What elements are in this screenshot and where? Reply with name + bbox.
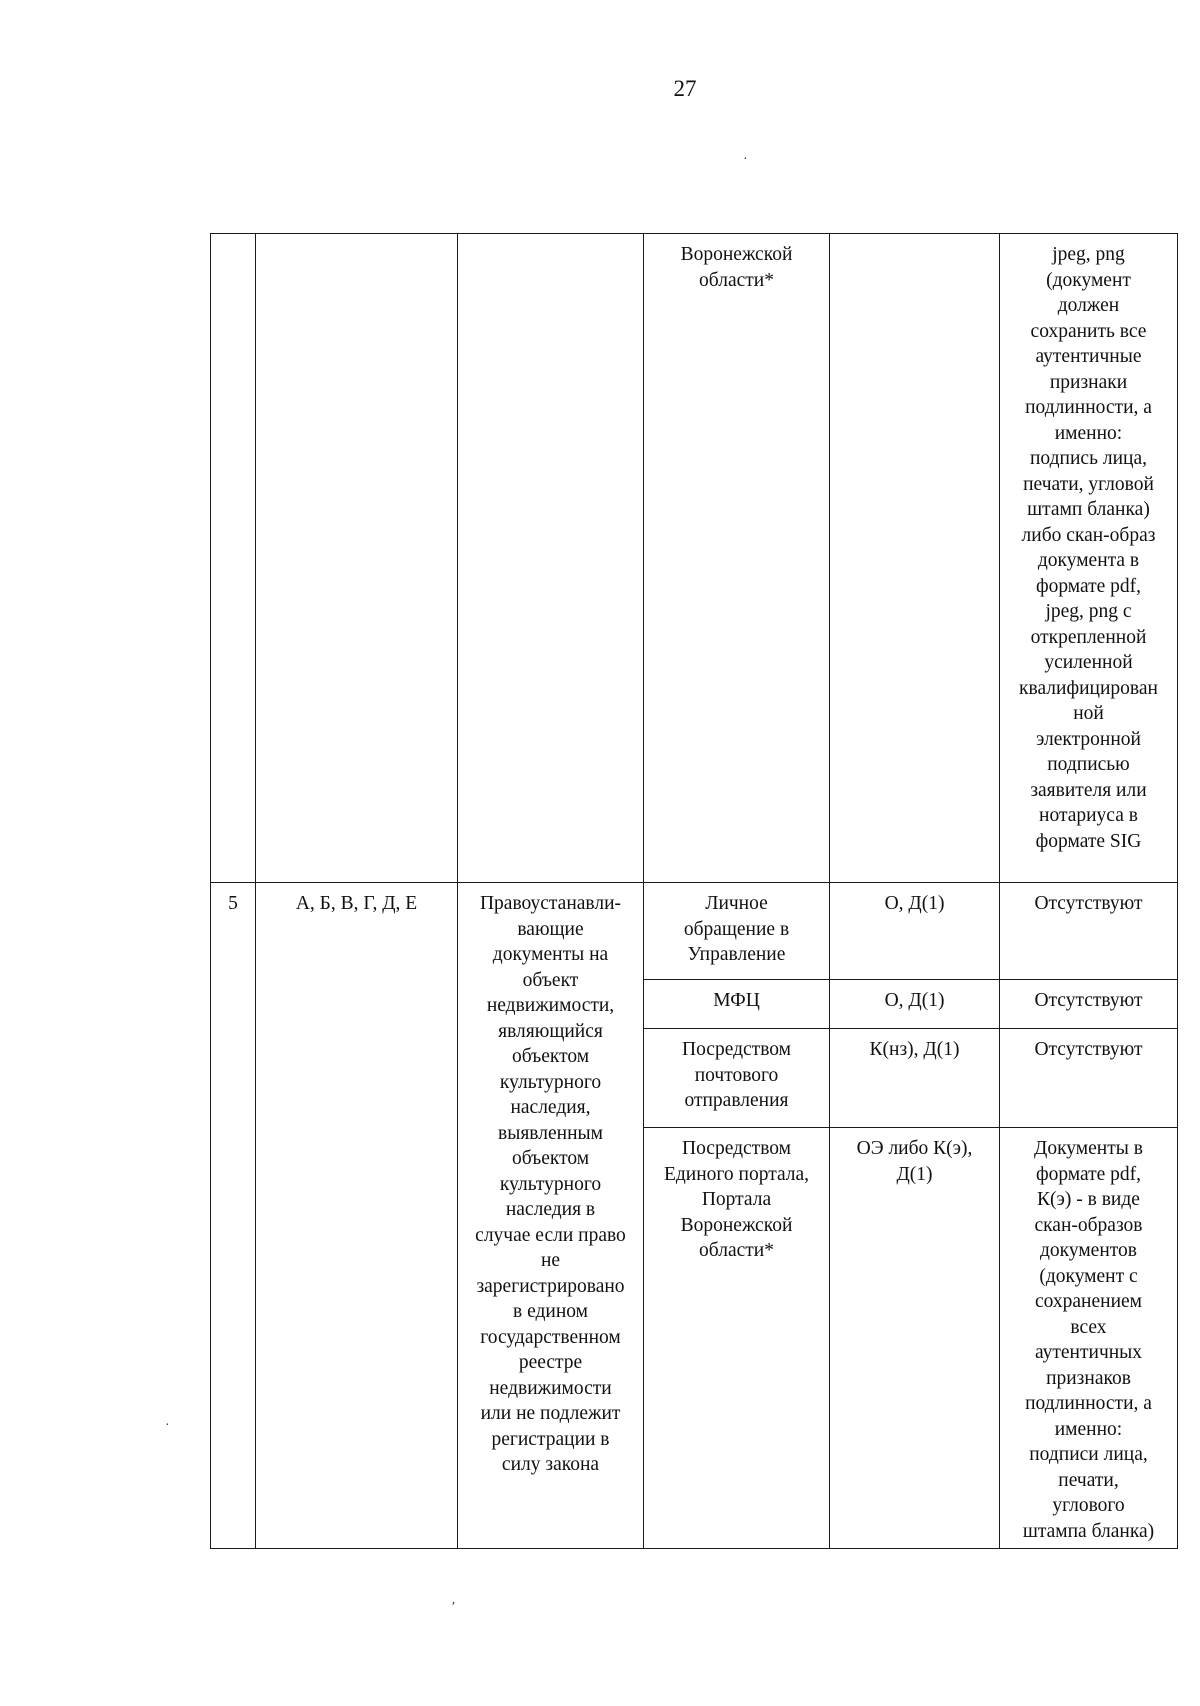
cell-submission-method: МФЦ <box>644 980 830 1029</box>
cell-requirements: Отсутствуют <box>1000 883 1178 980</box>
table-row-continuation <box>211 234 1178 883</box>
cell-submission-method: Посредством почтового отправления <box>644 1029 830 1128</box>
cell-categories: А, Б, В, Г, Д, Е <box>256 883 458 1549</box>
scan-speck: · <box>743 152 748 167</box>
cell-form <box>830 234 1000 883</box>
cell-requirements: Отсутствуют <box>1000 980 1178 1029</box>
cell-submission-method: Воронежской области* <box>644 234 830 883</box>
table-row-5-personal <box>211 883 1178 980</box>
page-number: 27 <box>673 76 697 101</box>
cell-document <box>458 234 644 883</box>
cell-document: Правоустанавли- вающие документы на объект недвижимости, являющийся объектом культурного наследия, выявленным объектом культурного наследия в случае если право не зарегистрировано в едином государственном реестре недвижимости или не подлежит регистрации в силу закона <box>458 883 644 1549</box>
cell-submission-method: Личное обращение в Управление <box>644 883 830 980</box>
cell-form: О, Д(1) <box>830 980 1000 1029</box>
cell-form: О, Д(1) <box>830 883 1000 980</box>
cell-requirements: Документы в формате pdf, К(э) - в виде скан-образов документов (документ с сохранением всех аутентичных признаков подлинности, а именно: подписи лица, печати, углового штампа бланка) <box>1000 1128 1178 1549</box>
cell-number <box>211 234 256 883</box>
scan-speck: ′ <box>452 1600 456 1615</box>
cell-requirements: Отсутствуют <box>1000 1029 1178 1128</box>
scan-speck: · <box>165 1418 170 1433</box>
cell-requirements: jpeg, png (документ должен сохранить все аутентичные признаки подлинности, а именно: подпись лица, печати, угловой штамп бланка) либо скан-образ документа в формате pdf, jpeg, png с открепленной усиленной квалифицирован ной электронной подписью заявителя или нотариуса в формате SIG <box>1000 234 1178 883</box>
cell-submission-method: Посредством Единого портала, Портала Воронежской области* <box>644 1128 830 1549</box>
cell-number: 5 <box>211 883 256 1549</box>
cell-form: К(нз), Д(1) <box>830 1029 1000 1128</box>
document-table <box>210 233 1178 1549</box>
cell-categories <box>256 234 458 883</box>
cell-form: ОЭ либо К(э), Д(1) <box>830 1128 1000 1549</box>
